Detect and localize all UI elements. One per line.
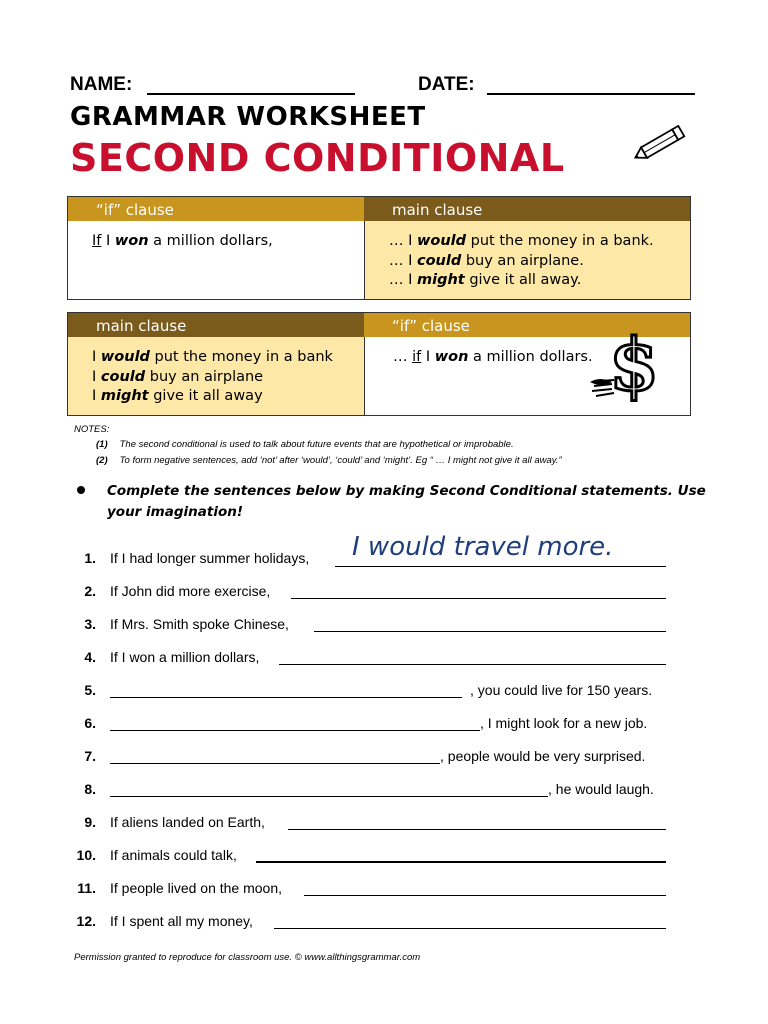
main-clause-header: main clause [364, 197, 690, 221]
name-label: NAME: [70, 74, 133, 95]
main-clause-cell [365, 221, 690, 299]
worksheet-title: GRAMMAR WORKSHEET [70, 102, 426, 132]
dollar-sign-icon [586, 320, 666, 402]
note-item: (1) The second conditional is used to talk about future events that are hypothetical or improbable. [96, 439, 514, 450]
instructions: Complete the sentences below by making Second Conditional statements. Use your imagination! [107, 483, 706, 520]
answer-line[interactable] [110, 730, 480, 731]
name-input-line[interactable] [147, 93, 355, 95]
answer-line[interactable] [335, 566, 666, 567]
if-word: If [92, 233, 102, 249]
main-clause-cell [68, 337, 364, 415]
date-input-line[interactable] [487, 93, 695, 95]
answer-line[interactable] [304, 895, 666, 896]
bullet-icon [77, 486, 85, 494]
example-line: … I could buy an airplane. [389, 252, 584, 269]
answer-line[interactable] [274, 928, 666, 929]
answer-line[interactable] [314, 631, 666, 632]
example-line: I would put the money in a bank [92, 349, 333, 365]
answer-line[interactable] [279, 664, 666, 665]
pencil-icon [632, 122, 690, 166]
answer-line[interactable] [291, 598, 666, 599]
if-clause-cell: If I won a million dollars, [68, 221, 364, 299]
svg-text:$: $ [608, 322, 660, 402]
answer-line[interactable] [110, 697, 462, 698]
example-line: I might give it all away [92, 388, 263, 404]
main-clause-header: main clause [68, 313, 364, 337]
answer-line[interactable] [288, 829, 666, 830]
date-label: DATE: [418, 74, 475, 95]
grammar-table-if-first [67, 196, 691, 300]
worksheet-subtitle: SECOND CONDITIONAL [70, 136, 565, 180]
if-clause-header: “if” clause [364, 313, 690, 337]
if-clause-cell: … if I won a million dollars. [365, 337, 690, 415]
answer-line[interactable] [256, 861, 666, 863]
note-item: (2) To form negative sentences, add ‘not’ after ‘would’, ‘could’ and ‘might’. Eg “ … I might not give it all away.” [96, 455, 562, 466]
won-word: won [434, 349, 469, 365]
answer-line[interactable] [110, 796, 548, 797]
notes-label: NOTES: [74, 424, 110, 435]
example-line: … I would put the money in a bank. [389, 233, 654, 249]
footer-permission: Permission granted to reproduce for classroom use. © www.allthingsgrammar.com [74, 952, 421, 963]
if-word: if [412, 349, 422, 365]
example-answer: I would travel more. [352, 532, 614, 562]
if-clause-header: “if” clause [68, 197, 364, 221]
answer-line[interactable] [110, 763, 440, 764]
example-line: I could buy an airplane [92, 368, 264, 385]
won-word: won [114, 233, 149, 249]
table-header-row [68, 197, 690, 221]
example-line: … I might give it all away. [389, 272, 582, 288]
